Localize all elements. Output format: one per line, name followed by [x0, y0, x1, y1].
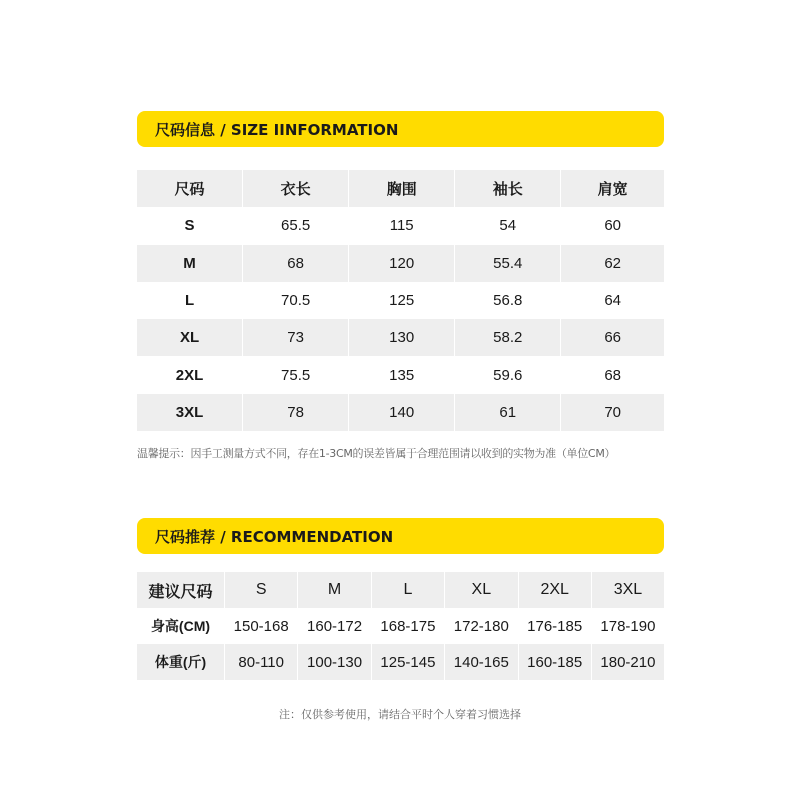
size-label-cell: M — [137, 245, 243, 282]
size-info-banner — [137, 111, 664, 147]
size-value-cell: 59.6 — [455, 356, 561, 393]
size-table-row — [137, 207, 664, 244]
weight-row — [137, 644, 664, 680]
size-label-cell: S — [137, 207, 243, 244]
size-label-cell: L — [137, 282, 243, 319]
size-label-cell: 3XL — [137, 394, 243, 431]
size-value-cell: 65.5 — [243, 207, 349, 244]
size-value-cell: 70 — [561, 394, 664, 431]
size-table-header-cell: 袖长 — [455, 170, 561, 207]
weight-range-cell: 180-210 — [592, 644, 664, 680]
recommended-size-cell: 3XL — [592, 572, 664, 608]
size-info-title: 尺码信息 / SIZE IINFORMATION — [155, 120, 399, 139]
height-range-cell: 150-168 — [225, 608, 298, 644]
recommendation-banner — [137, 518, 664, 554]
size-value-cell: 66 — [561, 319, 664, 356]
height-range-cell: 176-185 — [519, 608, 592, 644]
weight-range-cell: 125-145 — [372, 644, 445, 680]
size-value-cell: 70.5 — [243, 282, 349, 319]
weight-range-cell: 140-165 — [445, 644, 518, 680]
weight-range-cell: 100-130 — [298, 644, 371, 680]
size-value-cell: 120 — [349, 245, 455, 282]
size-info-table — [137, 170, 664, 431]
size-table-row — [137, 245, 664, 282]
size-value-cell: 68 — [243, 245, 349, 282]
size-value-cell: 140 — [349, 394, 455, 431]
height-row — [137, 608, 664, 644]
size-value-cell: 58.2 — [455, 319, 561, 356]
size-value-cell: 115 — [349, 207, 455, 244]
size-table-row — [137, 319, 664, 356]
recommendation-note: 注：仅供参考使用，请结合平时个人穿着习惯选择 — [279, 708, 521, 721]
size-value-cell: 54 — [455, 207, 561, 244]
weight-range-cell: 80-110 — [225, 644, 298, 680]
size-table-header-cell: 衣长 — [243, 170, 349, 207]
size-table-header-row — [137, 170, 664, 207]
size-table-header-cell: 尺码 — [137, 170, 243, 207]
height-range-cell: 178-190 — [600, 617, 656, 635]
size-table-row — [137, 356, 664, 393]
size-table-header-cell: 胸围 — [349, 170, 455, 207]
weight-label: 体重(斤) — [137, 644, 225, 680]
recommended-size-cell: S — [225, 572, 298, 608]
size-value-cell: 125 — [349, 282, 455, 319]
recommended-size-label: 建议尺码 — [137, 572, 225, 608]
size-measurement-note: 温馨提示：因手工测量方式不同，存在1-3CM的误差皆属于合理范围请以收到的实物为准（单位CM） — [137, 447, 616, 460]
size-table-header-cell: 肩宽 — [561, 170, 664, 207]
recommended-size-cell: L — [372, 572, 445, 608]
height-range-cell: 168-175 — [372, 608, 445, 644]
recommendation-title: 尺码推荐 / RECOMMENDATION — [155, 527, 394, 546]
size-value-cell: 56.8 — [455, 282, 561, 319]
height-label: 身高(CM) — [137, 608, 225, 644]
size-value-cell: 68 — [604, 366, 621, 384]
recommended-size-cell: 2XL — [519, 572, 592, 608]
size-value-cell: 62 — [561, 245, 664, 282]
size-value-cell: 73 — [243, 319, 349, 356]
size-value-cell: 135 — [349, 356, 455, 393]
size-value-cell: 64 — [604, 292, 621, 310]
recommended-size-cell: XL — [445, 572, 518, 608]
size-value-cell: 61 — [455, 394, 561, 431]
size-value-cell: 75.5 — [243, 356, 349, 393]
height-range-cell: 172-180 — [445, 608, 518, 644]
size-table-row — [137, 282, 664, 319]
size-label-cell: XL — [137, 319, 243, 356]
size-value-cell: 130 — [349, 319, 455, 356]
size-value-cell: 60 — [604, 217, 621, 235]
height-range-cell: 160-172 — [298, 608, 371, 644]
size-label-cell: 2XL — [137, 356, 243, 393]
size-value-cell: 78 — [243, 394, 349, 431]
recommendation-table — [137, 572, 664, 680]
recommended-size-cell: M — [298, 572, 371, 608]
size-table-row — [137, 394, 664, 431]
weight-range-cell: 160-185 — [519, 644, 592, 680]
size-value-cell: 55.4 — [455, 245, 561, 282]
recommendation-header-row — [137, 572, 664, 608]
